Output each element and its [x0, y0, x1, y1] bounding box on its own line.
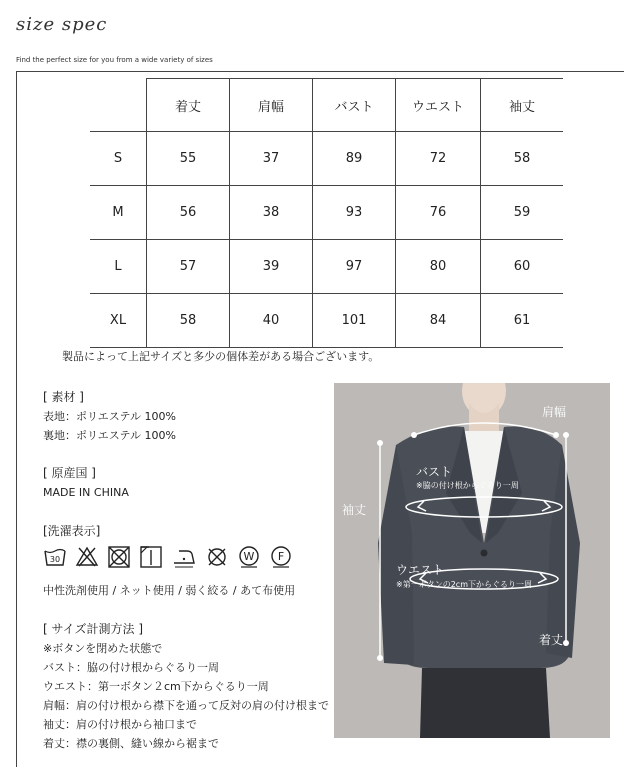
origin-value: MADE IN CHINA: [43, 486, 129, 499]
label-bust: バスト: [416, 465, 453, 479]
table-cell: 97: [313, 240, 396, 294]
no-dryclean-icon: [205, 545, 229, 569]
table-row: [90, 294, 563, 348]
line-dry-shade-icon: [139, 545, 163, 569]
table-cell: 38: [230, 186, 313, 240]
wet-clean-label: W: [243, 550, 255, 563]
measure-line: 着丈：襟の裏側、縫い線から裾まで: [43, 737, 219, 750]
label-waist: ウエスト: [396, 563, 445, 577]
table-cell: 89: [313, 132, 396, 186]
table-cell: 60: [481, 240, 564, 294]
table-header-cell: バスト: [313, 79, 396, 132]
iron-low-icon: [171, 545, 197, 569]
divider-top: [16, 71, 624, 72]
material-line: 裏地：ポリエステル 100%: [43, 429, 176, 442]
table-cell: 93: [313, 186, 396, 240]
measure-heading: [ サイズ計測方法 ]: [43, 622, 144, 636]
measure-line: 袖丈：肩の付け根から袖口まで: [43, 718, 197, 731]
material-line: 表地：ポリエステル 100%: [43, 410, 176, 423]
wash-instructions: 中性洗剤使用 / ネット使用 / 弱く絞る / あて布使用: [43, 584, 296, 597]
table-cell: 72: [396, 132, 481, 186]
table-cell: S: [90, 132, 147, 186]
table-cell: 56: [147, 186, 230, 240]
divider-left: [16, 71, 17, 767]
material-heading: [ 素材 ]: [43, 390, 84, 404]
size-table: [90, 78, 563, 348]
table-cell: 40: [230, 294, 313, 348]
table-cell: 101: [313, 294, 396, 348]
no-tumble-dry-icon: [107, 545, 131, 569]
origin-section: [43, 464, 129, 502]
table-cell: 39: [230, 240, 313, 294]
table-cell: 55: [147, 132, 230, 186]
table-cell: 57: [147, 240, 230, 294]
label-bust-sub: ※脇の付け根からぐるり一周: [416, 481, 519, 490]
table-cell: M: [90, 186, 147, 240]
section-subtitle: Find the perfect size for you from a wide variety of sizes: [16, 56, 213, 64]
table-header-cell: [90, 79, 147, 132]
table-cell: 61: [481, 294, 564, 348]
wash-temp-label: 30: [49, 555, 61, 564]
wash-heading: [洗濯表示]: [43, 524, 101, 538]
table-header-cell: 肩幅: [230, 79, 313, 132]
wash-30-icon: [43, 545, 67, 569]
section-title: size spec: [16, 14, 108, 35]
table-header-cell: 着丈: [147, 79, 230, 132]
wash-icons: [43, 545, 293, 569]
model-photo: [334, 383, 610, 738]
table-cell: 59: [481, 186, 564, 240]
dryclean-f-label: F: [277, 550, 285, 563]
table-cell: 76: [396, 186, 481, 240]
table-cell: L: [90, 240, 147, 294]
wash-section: [43, 522, 100, 541]
origin-heading: [ 原産国 ]: [43, 466, 96, 480]
no-bleach-icon: [75, 545, 99, 569]
table-header-row: [90, 79, 563, 132]
size-note: 製品によって上記サイズと多少の個体差がある場合ございます。: [62, 350, 380, 363]
table-cell: 80: [396, 240, 481, 294]
jacket-illustration: [334, 383, 610, 738]
table-header-cell: 袖丈: [481, 79, 564, 132]
table-row: [90, 132, 563, 186]
table-header-cell: ウエスト: [396, 79, 481, 132]
wet-clean-icon: [237, 545, 261, 569]
table-cell: 37: [230, 132, 313, 186]
label-sleeve: 袖丈: [342, 503, 367, 517]
label-length: 着丈: [539, 633, 564, 647]
measure-line: ※ボタンを閉めた状態で: [43, 642, 163, 655]
table-cell: XL: [90, 294, 147, 348]
material-section: [43, 388, 176, 445]
table-row: [90, 186, 563, 240]
measure-line: 肩幅：肩の付け根から襟下を通って反対の肩の付け根まで: [43, 699, 329, 712]
table-cell: 84: [396, 294, 481, 348]
dryclean-f-icon: [269, 545, 293, 569]
label-shoulder: 肩幅: [542, 405, 567, 419]
table-row: [90, 240, 563, 294]
measure-section: [43, 620, 329, 753]
measure-line: バスト：脇の付け根からぐるり一周: [43, 661, 219, 674]
measure-line: ウエスト：第一ボタン２cm下からぐるり一周: [43, 680, 269, 693]
table-cell: 58: [147, 294, 230, 348]
label-waist-sub: ※第一ボタンの2cm下からぐるり一周: [396, 580, 532, 589]
table-cell: 58: [481, 132, 564, 186]
